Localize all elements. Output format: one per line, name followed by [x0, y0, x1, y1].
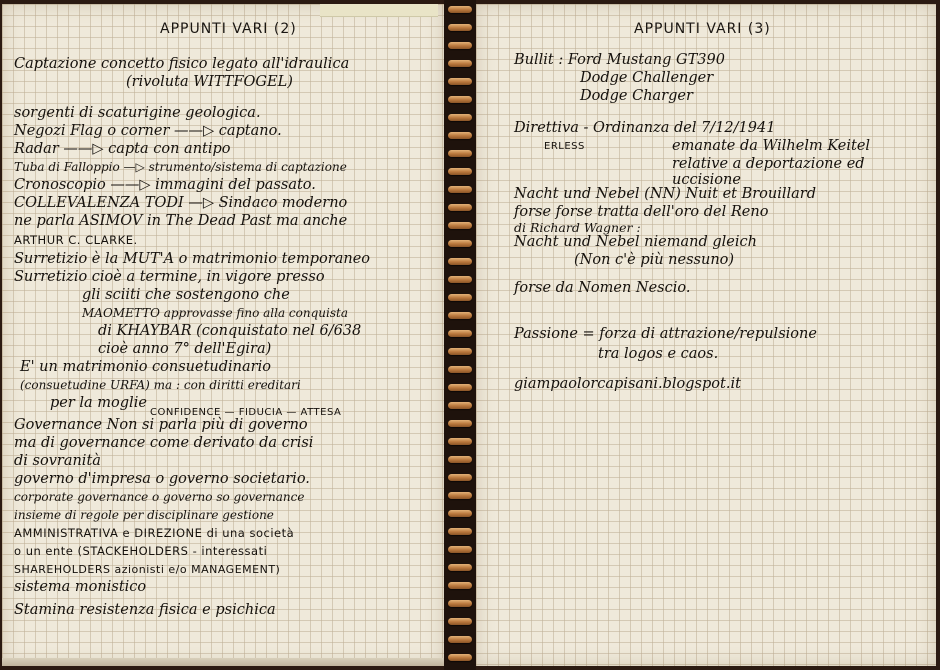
note-line: tra logos e caos.	[598, 346, 719, 362]
note-line: CONFIDENCE — FIDUCIA — ATTESA	[150, 407, 342, 418]
spiral-ring	[448, 456, 472, 463]
note-line: sistema monistico	[14, 579, 147, 595]
notebook-left-page	[2, 4, 444, 666]
note-line: Surretizio cioè a termine, in vigore presso	[14, 269, 325, 285]
note-line: Dodge Charger	[580, 88, 693, 104]
note-line: Captazione concetto fisico legato all'idraulica	[14, 56, 350, 72]
note-line: di sovranità	[14, 453, 101, 469]
note-line: SHAREHOLDERS azionisti e/o MANAGEMENT)	[14, 563, 281, 576]
spiral-ring	[448, 168, 472, 175]
note-line: giampaolorcapisani.blogspot.it	[514, 376, 741, 392]
spiral-ring	[448, 240, 472, 247]
spiral-ring	[448, 222, 472, 229]
sticky-note-tab	[320, 4, 438, 17]
note-line: o un ente (STACKEHOLDERS - interessati	[14, 544, 268, 558]
spiral-ring	[448, 276, 472, 283]
note-line: Radar ——▷ capta con antipo	[14, 141, 231, 157]
spiral-ring	[448, 186, 472, 193]
spiral-ring	[448, 384, 472, 391]
note-line: Tuba di Falloppio —▷ strumento/sistema di captazione	[14, 160, 347, 174]
spiral-ring	[448, 6, 472, 13]
spiral-ring	[448, 528, 472, 535]
note-line: Nacht und Nebel niemand gleich	[514, 234, 757, 250]
note-line: per la moglie	[50, 395, 147, 411]
note-line: forse forse tratta dell'oro del Reno	[514, 204, 769, 220]
note-line: Governance Non si parla più di governo	[14, 417, 308, 433]
note-line: ARTHUR C. CLARKE.	[14, 233, 138, 247]
spiral-ring	[448, 582, 472, 589]
spiral-ring	[448, 114, 472, 121]
note-line: ERLESS	[544, 141, 585, 152]
note-line: Cronoscopio ——▷ immagini del passato.	[14, 177, 316, 193]
page-title-left: APPUNTI VARI (2)	[160, 21, 297, 37]
page-title-right: APPUNTI VARI (3)	[634, 21, 771, 37]
spiral-ring	[448, 492, 472, 499]
note-line: uccisione	[672, 172, 741, 188]
note-line: di Richard Wagner :	[514, 220, 641, 235]
note-line: Passione = forza di attrazione/repulsione	[514, 326, 817, 342]
note-line: corporate governance o governo so governance	[14, 490, 305, 504]
note-line: MAOMETTO approvasse fino alla conquista	[82, 306, 348, 320]
note-line: Direttiva - Ordinanza del 7/12/1941	[514, 120, 776, 136]
note-line: forse da Nomen Nescio.	[514, 280, 691, 296]
spiral-ring	[448, 204, 472, 211]
note-line: (Non c'è più nessuno)	[574, 252, 735, 268]
spiral-ring	[448, 132, 472, 139]
notebook-right-page	[476, 4, 936, 666]
note-line: AMMINISTRATIVA e DIREZIONE di una società	[14, 526, 295, 540]
note-line: ne parla ASIMOV in The Dead Past ma anche	[14, 213, 348, 229]
note-line: Nacht und Nebel (NN) Nuit et Brouillard	[514, 186, 817, 202]
spiral-ring	[448, 636, 472, 643]
note-line: Negozi Flag o corner ——▷ captano.	[14, 123, 282, 139]
note-line: di KHAYBAR (conquistato nel 6/638	[98, 323, 362, 339]
note-line: (rivoluta WITTFOGEL)	[126, 74, 293, 90]
note-line: Bullit : Ford Mustang GT390	[514, 52, 725, 68]
spiral-ring	[448, 330, 472, 337]
spiral-ring	[448, 258, 472, 265]
note-line: cioè anno 7° dell'Egira)	[98, 341, 272, 357]
spiral-ring	[448, 600, 472, 607]
note-line: (consuetudine URFA) ma : con diritti ereditari	[20, 378, 301, 392]
spiral-ring	[448, 294, 472, 301]
spiral-ring	[448, 402, 472, 409]
spiral-ring	[448, 348, 472, 355]
note-line: COLLEVALENZA TODI —▷ Sindaco moderno	[14, 195, 348, 211]
spiral-ring	[448, 42, 472, 49]
spiral-ring	[448, 546, 472, 553]
note-line: emanate da Wilhelm Keitel	[672, 138, 871, 154]
spiral-ring	[448, 564, 472, 571]
note-line: Surretizio è la MUT'A o matrimonio temporaneo	[14, 251, 371, 267]
spiral-ring	[448, 24, 472, 31]
spiral-ring	[448, 150, 472, 157]
note-line: Stamina resistenza fisica e psichica	[14, 602, 276, 618]
note-line: governo d'impresa o governo societario.	[14, 471, 310, 487]
spiral-ring	[448, 618, 472, 625]
spiral-ring	[448, 510, 472, 517]
spiral-ring	[448, 312, 472, 319]
spiral-ring	[448, 438, 472, 445]
note-line: Dodge Challenger	[580, 70, 714, 86]
spiral-ring	[448, 96, 472, 103]
spiral-ring	[448, 420, 472, 427]
note-line: relative a deportazione ed	[672, 156, 865, 172]
note-line: E' un matrimonio consuetudinario	[20, 359, 271, 375]
note-line: gli sciiti che sostengono che	[82, 287, 290, 303]
spiral-binding	[444, 0, 476, 670]
spiral-ring	[448, 366, 472, 373]
note-line: sorgenti di scaturigine geologica.	[14, 105, 261, 121]
spiral-ring	[448, 654, 472, 661]
spiral-ring	[448, 60, 472, 67]
note-line: ma di governance come derivato da crisi	[14, 435, 314, 451]
spiral-ring	[448, 78, 472, 85]
note-line: insieme di regole per disciplinare gestione	[14, 508, 274, 522]
spiral-ring	[448, 474, 472, 481]
